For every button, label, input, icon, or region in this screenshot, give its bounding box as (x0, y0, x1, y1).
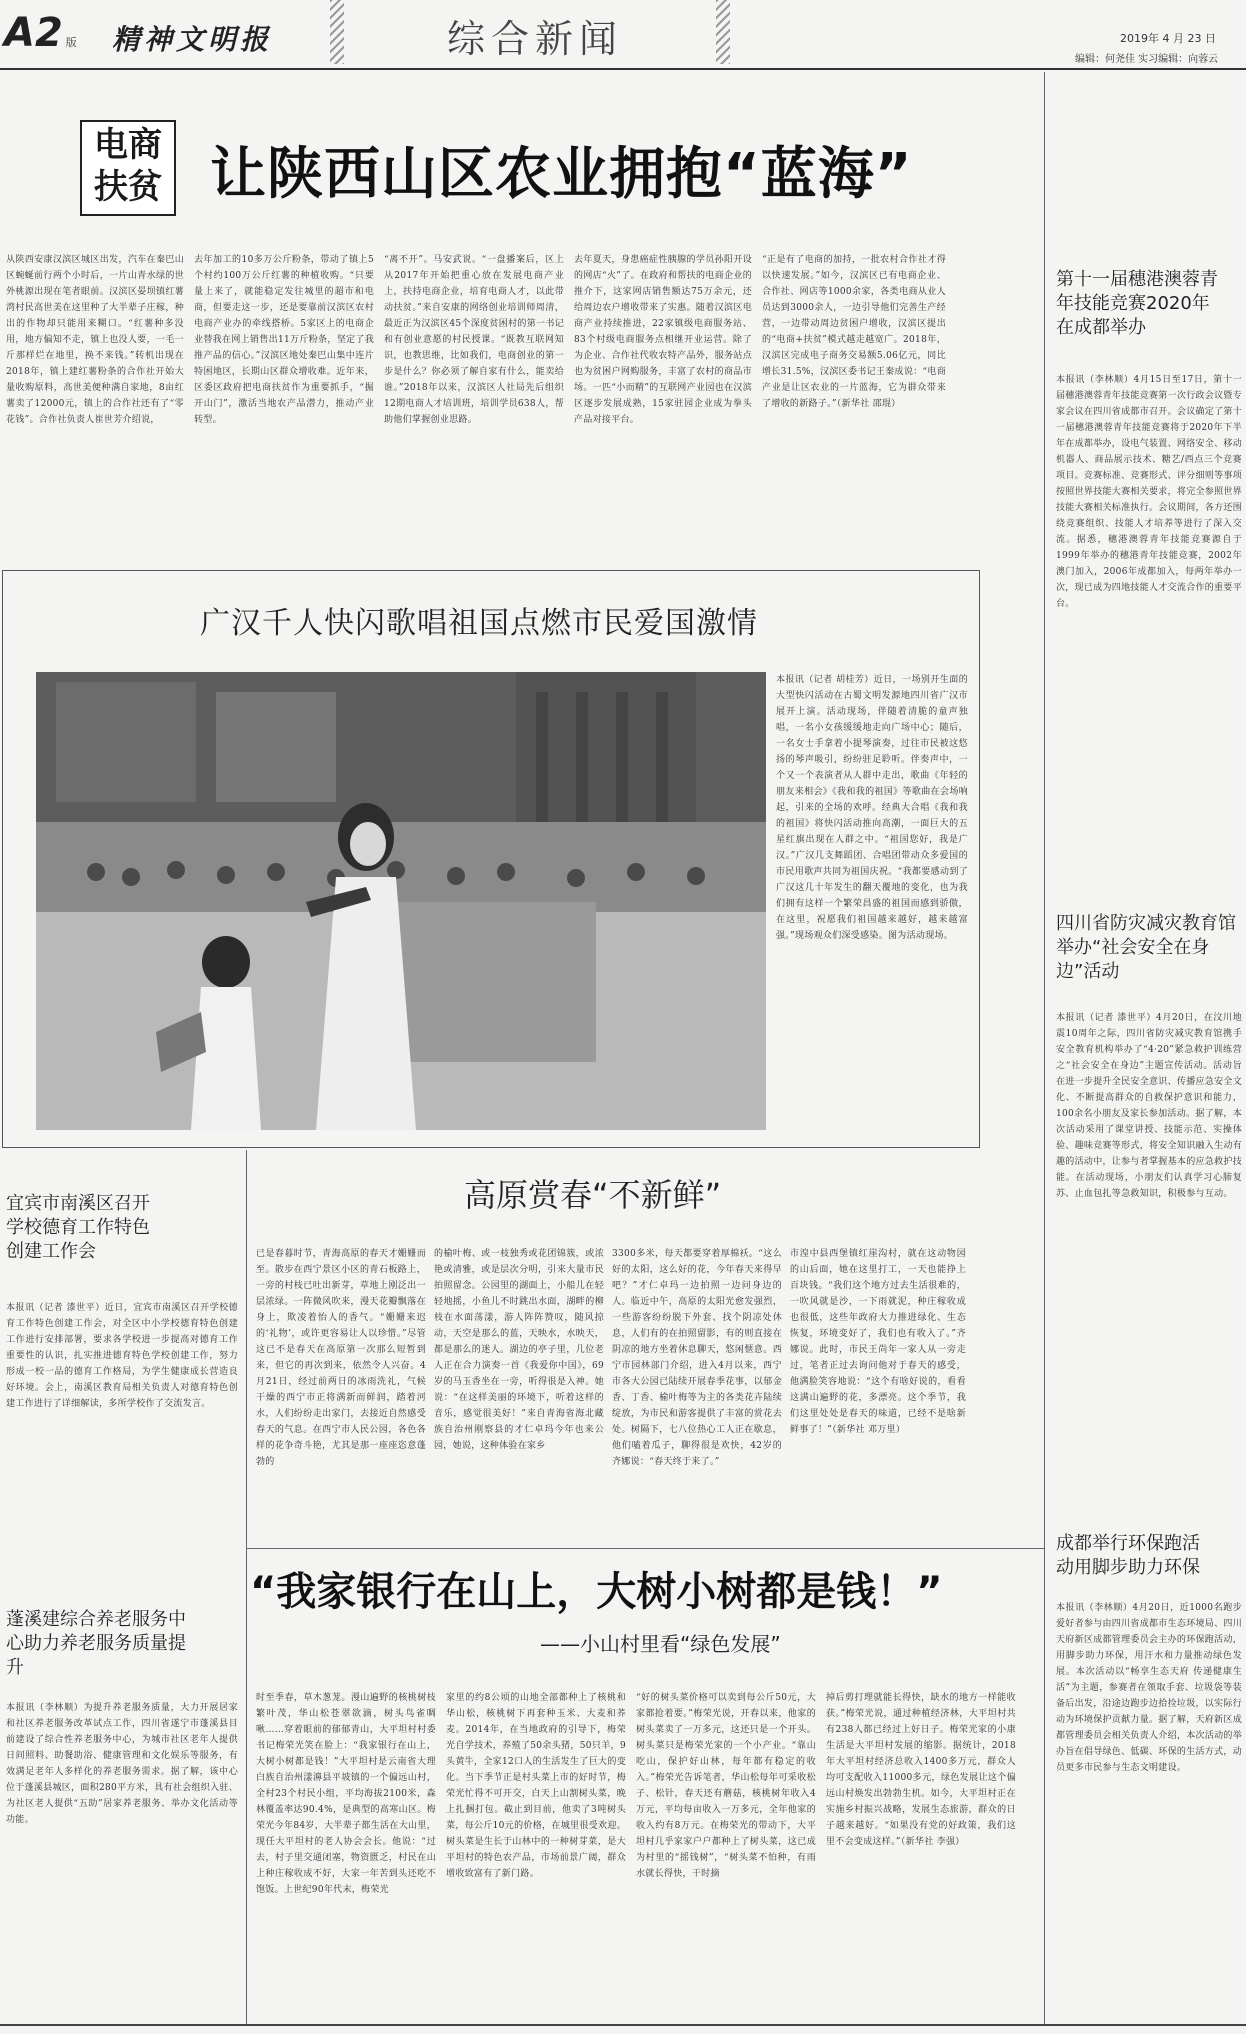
sidebar-headline-2: 四川省防灾减灾教育馆举办“社会安全在身边”活动 (1056, 913, 1236, 982)
section-title: 综合新闻 (446, 17, 623, 61)
editors: 编辑：何尧佳 实习编辑：向蓉云 (1075, 54, 1219, 65)
page-number: A2 版 (4, 10, 77, 56)
concert-photo-illustration (36, 672, 766, 1130)
plateau-column-1: 已是春暮时节，青海高原的春天才姗姗而至。散步在西宁景区小区的青石板路上，一旁的村枝已吐出新芽，草地上刚泛出一层浓绿。一阵微风吹来，漫天花瓣飘落在身上，欺凌着怡人的香气。“姗姗来迟的‘礼物’，或许更容易让人以珍惜。”尽管这已不是春天在高原第一次那么短暂到来，但它的再次到来，依然令人兴奋。4月21日，经过前两日的冰雨洗礼，气候干燥的西宁市正将满新而鲜润，踏着河水，人们纷纷走出家门，去接近自然感受春天的气息。在西宁市人民公园，各色各样的花争奇斗艳，尤其是那一座座恣意蓬勃的 (256, 1249, 426, 1467)
concert-photo (36, 672, 766, 1130)
sidebar-headline-1: 第十一届穗港澳蓉青年技能竞赛2020年在成都举办 (1056, 269, 1218, 338)
lead-column-5: “正是有了电商的加持，一批农村合作社才得以快速发展。”如今，汉滨区已有电商企业、合作社、网店等1000余家，各类电商从业人员达到3000余人，一边引导他们完善生产经营，一边带动周边贫困户增收，汉滨区提出的“电商+扶贫”模式越走越宽广。2018年，汉滨区完成电子商务交易额5.06亿元，同比增长31.5%，汉滨区委书记王秦成说：“电商产业是让区农业的一片蓝海，它为群众带来了增收的新路子。”（新华社 邵琨） (762, 255, 946, 409)
plateau-column-3: 3300多米，每天都要穿着厚棉袄。“这么好的太阳，这么好的花，今年春天来得早吧？”才仁卓玛一边拍照一边问身边的人。临近中午，高原的太阳光愈发强烈，一些游客纷纷脱下外套、找个阴凉处休息，人们有的在拍照留影，有的则直接在阴凉的地方坐着休息聊天，悠闲惬意。西宁市园林部门介绍，进入4月以来，西宁市各大公园已陆续开展春季花事，以郁金香、丁香、榆叶梅等为主的各类花卉陆续绽放，为市民和游客提供了丰富的赏花去处。树隔下，七八位热心工人正在歇息，他们嗑着瓜子，聊得很是欢快，42岁的齐娜说：“春天终于来了。” (612, 1249, 782, 1467)
sidebar-body-1: 本报讯（李林顺）4月15日至17日，第十一届穗港澳蓉青年技能竞赛第一次行政会议暨专家会议在四川省成都市召开。会议确定了第十一届穗港澳蓉青年技能竞赛将于2020年下半年在成都举办，设电气装置、网络安全、移动机器人、商品展示技术、糖艺/西点三个竞赛项目。竞赛标准、竞赛形式、评分细则等事项按照世界技能大赛相关要求，将完全参照世界技能大赛相关标准执行。会议期间，各方还围绕竞赛组织、技能人才培养等进行了深入交流。据悉，穗港澳蓉青年技能竞赛源自于1999年举办的穗港青年技能竞赛，2002年澳门加入，2006年成都加入，每两年举办一次，现已成为四地技能人才交流合作的重要平台。 (1056, 375, 1242, 609)
left-headline-1: 宜宾市南溪区召开学校德育工作特色创建工作会 (6, 1193, 150, 1262)
sidebar-divider (1044, 72, 1045, 2024)
plateau-column-4: 市湟中县西堡镇红崖沟村，就在这动物园的山后面，她在这里打工，一天也能挣上百块钱。“我们这个地方过去生活很难的，一吹风就是沙，一下雨就泥，种庄稼收成也很低，这些年政府大力推进绿化、生态恢复，环境变好了，我们也有收入了。”齐娜说。此时，市民王尚年一家人从一旁走过，笔者正过去询问他对于春天的感受，他满脸笑容地说：“这个有啥好说的，看看这满山遍野的花，多漂亮。这个季节，我们这里处处是春天的味道，已经不是啥新鲜事了！”（新华社 邓万里） (790, 1249, 966, 1435)
left-body-1: 本报讯（记者 漆世平）近日，宜宾市南溪区召开学校德育工作特色创建工作会，对全区中小学校德育特色创建工作进行安排部署，要求各学校进一步提高对德育工作重要性的认识，扎实推进德育特色学校创建工作，努力形成一校一品的德育工作格局，为学生健康成长营造良好环境。会上，南溪区教育局相关负责人对德育特色创建工作进行了详细解读，多所学校作了交流发言。 (6, 1303, 238, 1409)
feature-column-2: 家里的约8公顷的山地全部都种上了核桃和华山松，核桃树下再套种玉米、大麦和荞麦。2014年，在当地政府的引导下，梅荣光自学技术，养殖了50余头猪，50只羊，9头黄牛，全家12口人的生活发生了巨大的变化。当下季节正是村头菜上市的好时节，梅荣光忙得不可开交，白天上山割树头菜，晚上扎捆打包。截止到目前，他卖了3吨树头菜，每公斤10元的价格，在城里很受欢迎。树头菜是生长于山林中的一种树芽菜，是大平坦村的特色农产品，市场前景广阔，群众增收致富有了新门路。 (446, 1693, 626, 1879)
sidebar-body-2: 本报讯（记者 漆世平）4月20日，在汶川地震10周年之际，四川省防灾减灾教育馆携手安全教育机构举办了“4·20”紧急救护训练营之“社会安全在身边”主题宣传活动。活动旨在进一步提升全民安全意识、传播应急安全文化、不断提高群众的自救保护意识和能力，100余名小朋友及家长参加活动。据了解，本次活动采用了课堂讲授、技能示范、实操体验、趣味竞赛等形式，将安全知识融入生动有趣的活动中，让参与者掌握基本的应急救护技能。在活动现场，小朋友们认真学习心肺复苏、止血包扎等急救知识，积极参与互动。 (1056, 1013, 1242, 1199)
paper-name: 精神文明报 (112, 23, 273, 56)
plateau-headline: 高原赏春“不新鲜” (464, 1176, 722, 1214)
masthead-rule (0, 68, 1246, 70)
issue-date: 2019年 4 月 23 日 (1120, 32, 1216, 45)
left-body-2: 本报讯（李林顺）为提升养老服务质量，大力开展居家和社区养老服务改革试点工作，四川省遂宁市蓬溪县目前建设了综合性养老服务中心，为城市社区老年人提供日间照料、助餐助浴、健康管理和文化娱乐等服务，有效满足老年人多样化的养老服务需求。据了解，该中心位于蓬溪县城区，面积280平方米，具有社会组织入驻、为社区老人提供“五助”居家养老服务、举办文化活动等功能。 (6, 1703, 238, 1825)
feature-column-3: “好的树头菜价格可以卖到每公斤50元，大家都抢着要。”梅荣光说，开春以来，他家的树头菜卖了一万多元，这还只是一个开头。树头菜只是梅荣光家的一个小产业。“靠山吃山，保护好山林，每年都有稳定的收入。”梅荣光告诉笔者，华山松每年可采收松子、松针，春天还有蘑菇，核桃树年收入4万元，平均每亩收入一万多元，全年他家的收入约有8万元。在梅荣光的带动下，大平坦村几乎家家户户都种上了树头菜，这已成为村里的“摇钱树”，“树头菜不怕种，有雨水就长得快，干时摘 (636, 1693, 816, 1879)
left-headline-2: 蓬溪建综合养老服务中心助力养老服务质量提升 (6, 1609, 186, 1678)
plateau-column-2: 的榆叶梅、或一枝独秀或花团锦簇，或浓艳或清雅，或是层次分明，引来大量市民拍照留念。公园里的湖面上，小船儿在轻轻地摇，小鱼儿不时跳出水面，湖畔的柳枝在水面荡漾，游人阵阵赞叹，随风掠动，天空是那么的蓝，天映水，水映天，都是那么的迷人。湖边的亭子里，几位老人正在合力演奏一首《我爱你中国》，69岁的马玉香坐在一旁，听得很是入神。她说：“在这样美丽的环境下，听着这样的音乐，感觉很美好！”来自青海省海北藏族自治州刚察县的才仁卓玛今年也来公园，她说，这种体验在家乡 (434, 1249, 604, 1451)
feature-headline: “我家银行在山上，大树小树都是钱！” (250, 1569, 943, 1615)
lead-tag: 电商 扶贫 (80, 120, 176, 216)
lead-column-3: “离不开”。马安武说。“一盘播案后，区上从2017年开始把重心放在发展电商产业上，扶持电商企业，培育电商人才，以此带动扶贫。”来自安康的网络创业培训师周清，最近正为汉滨区45个深度贫困村的第一书记和有创业意愿的村民授课。“既教互联网知识，也教思维，比如我们，电商创业的第一步是什么？你必须了解自家有什么，能卖给谁。”2018年以来，汉滨区人社局先后组织12期电商人才培训班，培训学员638人，帮助他们掌握创业思路。 (384, 255, 564, 425)
sidebar-body-4: 本报讯（李林顺）4月20日，近1000名跑步爱好者参与由四川省成都市生态环境局、四川天府新区成都管理委员会主办的环保跑活动，用脚步助力环保，用汗水和力量推动绿色发展。本次活动以“畅享生态天府 传递健康生活”为主题，参赛者在领取手套、垃圾袋等装备后出发，沿途边跑步边拾捡垃圾，以实际行动为环境保护贡献力量。据了解，天府新区成都管理委员会相关负责人介绍，本次活动的举办旨在倡导绿色、低碳、环保的生活方式，动员更多市民参与生态文明建设。 (1056, 1603, 1242, 1773)
lead-column-1: 从陕西安康汉滨区城区出发，汽车在秦巴山区蜿蜒前行两个小时后，一片山青水绿的世外桃源出现在笔者眼前。汉滨区晏坝镇红薯湾村民高世美在这里种了大半辈子庄稼，种出的作物却只能用来糊口。“红薯种多没用，地方偏知不走，镇上也没人要，一毛一斤那样烂在地里，换不来钱。”转机出现在2018年，镇上建红薯粉条的合作社开始大量收购原料，高世美便种满自家地，8亩红薯卖了12000元，镇上的合作社还有了“零花钱”。合作社负责人崔世芳介绍说， (6, 255, 184, 425)
page-bottom-rule (0, 2024, 1246, 2026)
masthead (0, 0, 1246, 72)
photo-story-body: 本报讯（记者 胡桂芳）近日，一场别开生面的大型快闪活动在古蜀文明发源地四川省广汉市展开上演。活动现场，伴随着清脆的童声独唱，一名小女孩缓缓地走向广场中心；随后，一名女士手拿着小提琴演奏，过往市民被这悠扬的琴声吸引，纷纷驻足聆听。伴奏声中，一个又一个表演者从人群中走出，歌曲《年轻的朋友来相会》《我和我的祖国》等歌曲在会场响起，引来的全场的欢呼。经典大合唱《我和我的祖国》将快闪活动推向高潮，一面巨大的五星红旗出现在人群之中。“祖国您好，我是广汉。”广汉几支舞蹈团、合唱团带动众多爱国的市民用歌声共同为祖国庆祝。“我都要感动到了广汉这几十年发生的翻天覆地的变化，也为我们拥有这样一个繁荣昌盛的祖国而感到骄傲，在这里，祝愿我们祖国越来越好，越来越富强。”现场观众们深受感染。图为活动现场。 (776, 675, 968, 941)
left-column-divider (246, 1150, 247, 2024)
photo-story-headline: 广汉千人快闪歌唱祖国点燃市民爱国激情 (200, 606, 758, 641)
lead-column-4: 去年夏天，身患癌症性胰腺的学员孙阳开设的网店“火”了。在政府和帮扶的电商企业的推介下，这家网店销售额达75万余元，还给周边农户增收带来了实惠。随着汉滨区电商产业持续推进，22家镇级电商服务站、83个村级电商服务点相继开业运营。除了为企业、合作社代收农特产品外，服务站点也为贫困户网购服务，丰富了农村的商品市场。一匹“小而精”的互联网产业园也在汉滨区逐步发展成熟，15家驻园企业成为拳头产品对接平台。 (574, 255, 752, 425)
sidebar-headline-4: 成都举行环保跑活动用脚步助力环保 (1056, 1533, 1200, 1578)
masthead-stripes (330, 0, 344, 64)
feature-column-1: 时至季春，草木葱茏。漫山遍野的核桃树枝繁叶茂，华山松苍翠欲滴，树头鸟雀啁啾……穿着眼前的郁郁青山，大平坦村村委书记梅荣光笑在脸上：“我家银行在山上，大树小树都是钱！”大平坦村是云南省大理白族自治州漾濞县平坡镇的一个偏远山村，全村23个村民小组，平均海拔2100米，森林覆盖率达90.4%，是典型的高寒山区。梅荣光今年84岁，大半辈子都生活在大山里，现任大平坦村的老人协会会长。他说：“过去，村子里交通闭塞，物资匮乏，村民在山上种庄稼收成不好，大家一年苦到头还吃不饱饭。上世纪90年代末，梅荣光 (256, 1693, 436, 1895)
feature-top-rule (246, 1548, 1044, 1549)
masthead-stripes-right (716, 0, 730, 64)
lead-column-2: 去年加工的10多万公斤粉条，带动了镇上5个村约100万公斤红薯的种植收购。“只要量上来了，就能稳定发往城里的超市和电商，但要走这一步，还是要靠前汉滨区农村电商产业办的牵线搭桥。5家区上的电商企业替我在网上销售出11万斤粉条，坚定了我推产品的信心。”汉滨区地处秦巴山集中连片特困地区，长期山区群众增收难。近年来，区委区政府把电商扶贫作为重要抓手，“掘开山门”，激活当地农产品潜力，推动产业转型。 (194, 255, 374, 425)
feature-subheadline: ——小山村里看“绿色发展” (540, 1632, 781, 1656)
lead-headline: 让陕西山区农业拥抱“蓝海” (210, 142, 913, 207)
feature-column-4: 掉后剪打理就能长得快，缺水的地方一样能收获。”梅荣光说，通过种植经济林，大平坦村共有238人都已经过上好日子。梅荣光家的小康生活是大平坦村发展的缩影。据统计，2018年大平坦村经济总收入1400多万元，群众人均可支配收入11000多元，绿色发展让这个偏远山村焕发出勃勃生机。如今，大平坦村正在实施乡村振兴战略，发展生态旅游，群众的日子越来越好。“如果没有党的好政策，我们这里不会变成这样。”（新华社 李强） (826, 1693, 1016, 1847)
